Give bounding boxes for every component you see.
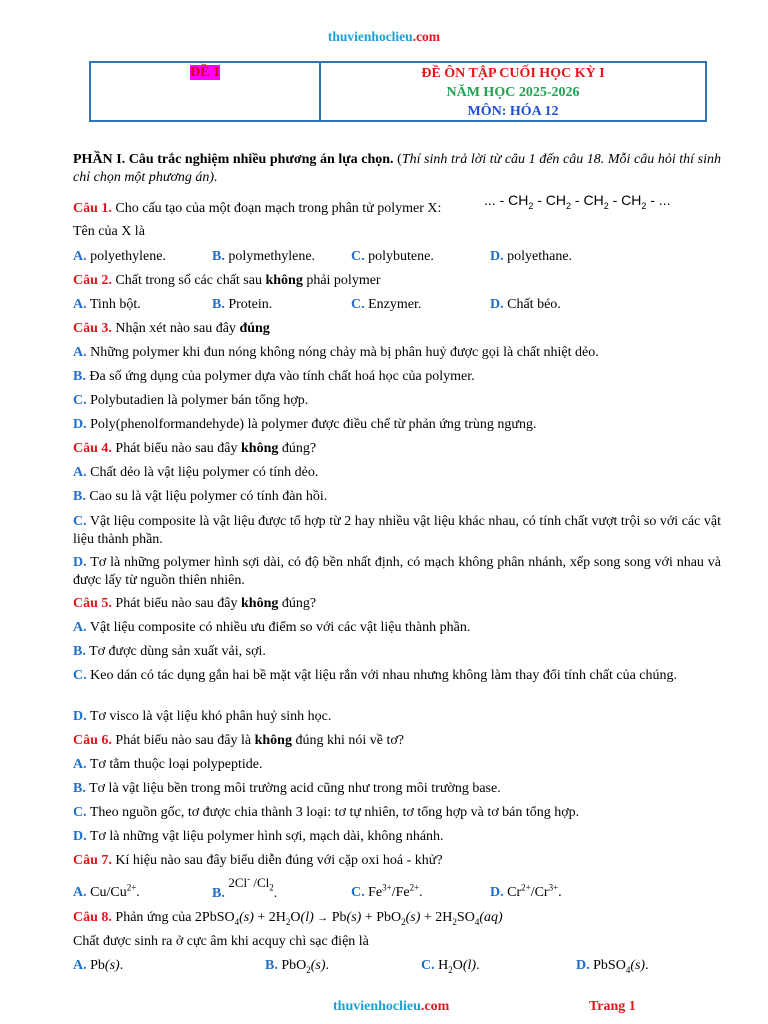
footer-site: thuvienhoclieu.com [333,999,450,1014]
site-name: thuvienhoclieu [327,29,413,44]
question-6-option-d: D. Tơ là những vật liệu polymer hình sợi, mạch dài, không nhánh. [73,829,444,844]
question-3-option-c: C. Polybutadien là polymer bán tổng hợp. [73,393,309,408]
question-5: Câu 5. Phát biểu nào sau đây không đúng? [73,596,317,611]
question-6-option-a: A. Tơ tằm thuộc loại polypeptide. [73,757,263,772]
question-3-option-b: B. Đa số ứng dụng của polymer dựa vào tính chất hoá học của polymer. [73,369,475,384]
question-1-stem: Tên của X là [73,224,145,239]
polymer-chain-formula: ... - $CH_2 - CH_2 - CH_2 - CH_2$ - ... [484,192,671,211]
question-4-option-a: A. Chất dẻo là vật liệu polymer có tính dẻo. [73,465,319,480]
page-number: Trang 1 [589,999,636,1014]
question-4-option-c: C. Vật liệu composite là vật liệu được tổ hợp từ 2 hay nhiều vật liệu khác nhau, có tính chất vượt trội so với các vật liệu thành phần. [73,514,722,547]
question-1: Câu 1. Cho cấu tạo của một đoạn mạch trong phân tử polymer X: [73,201,442,216]
section-heading: PHẦN I. Câu trắc nghiệm nhiều phương án lựa chọn. (Thí sinh trả lời từ câu 1 đến câu 18. Mỗi câu hỏi thí sinh chỉ chọn một phương án). [73,152,721,185]
exam-subject: MÔN: HÓA 12 [467,104,559,119]
question-4-option-b: B. Cao su là vật liệu polymer có tính đàn hồi. [73,489,328,504]
question-3: Câu 3. Nhận xét nào sau đây đúng [73,321,270,336]
question-8-stem: Chất được sinh ra ở cực âm khi acquy chì sạc điện là [73,934,369,949]
question-6-option-c: C. Theo nguồn gốc, tơ được chia thành 3 loại: tơ tự nhiên, tơ tổng hợp và tơ bán tổng hợp. [73,805,580,820]
site-domain: .com [412,29,441,44]
question-5-option-d: D. Tơ visco là vật liệu khó phân huỷ sinh học. [73,709,332,724]
exam-code: ĐỀ 1 [190,65,220,80]
exam-header-box [89,61,707,122]
exam-year: NĂM HỌC 2025-2026 [446,85,580,100]
question-3-option-d: D. Poly(phenolformandehyde) là polymer được điều chế từ phản ứng trùng ngưng. [73,417,537,432]
question-5-option-c: C. Keo dán có tác dụng gắn hai bề mặt vật liệu rắn với nhau nhưng không làm thay đổi tính chất của chúng. [73,668,678,683]
site-header [0,29,768,45]
question-5-option-b: B. Tơ được dùng sản xuất vải, sợi. [73,644,266,659]
question-6-option-b: B. Tơ là vật liệu bền trong môi trường acid cũng như trong môi trường base. [73,781,501,796]
exam-title: ĐỀ ÔN TẬP CUỐI HỌC KỲ I [421,66,605,81]
question-4-option-d: D. Tơ là những polymer hình sợi dài, có độ bền nhất định, có mạch không phân nhánh, xếp song song với nhau và được lấy từ nguồn thiên nhiên. [73,555,722,588]
question-6: Câu 6. Phát biểu nào sau đây là không đúng khi nói về tơ? [73,733,404,748]
question-7: Câu 7. Kí hiệu nào sau đây biểu diễn đúng với cặp oxi hoá - khử? [73,853,443,868]
question-5-option-a: A. Vật liệu composite có nhiều ưu điểm so với các vật liệu thành phần. [73,620,471,635]
question-4: Câu 4. Phát biểu nào sau đây không đúng? [73,441,317,456]
question-2: Câu 2. Chất trong số các chất sau không phải polymer [73,273,381,288]
question-3-option-a: A. Những polymer khi đun nóng không nóng chảy mà bị phân huỷ được gọi là chất nhiệt dẻo. [73,345,599,360]
question-8: Câu 8. Phản ứng của 2PbSO$_4$(s) + $2H_2O(l) \to Pb(s) + PbO_2(s) + 2H_2SO_4(aq)$ [73,910,503,927]
